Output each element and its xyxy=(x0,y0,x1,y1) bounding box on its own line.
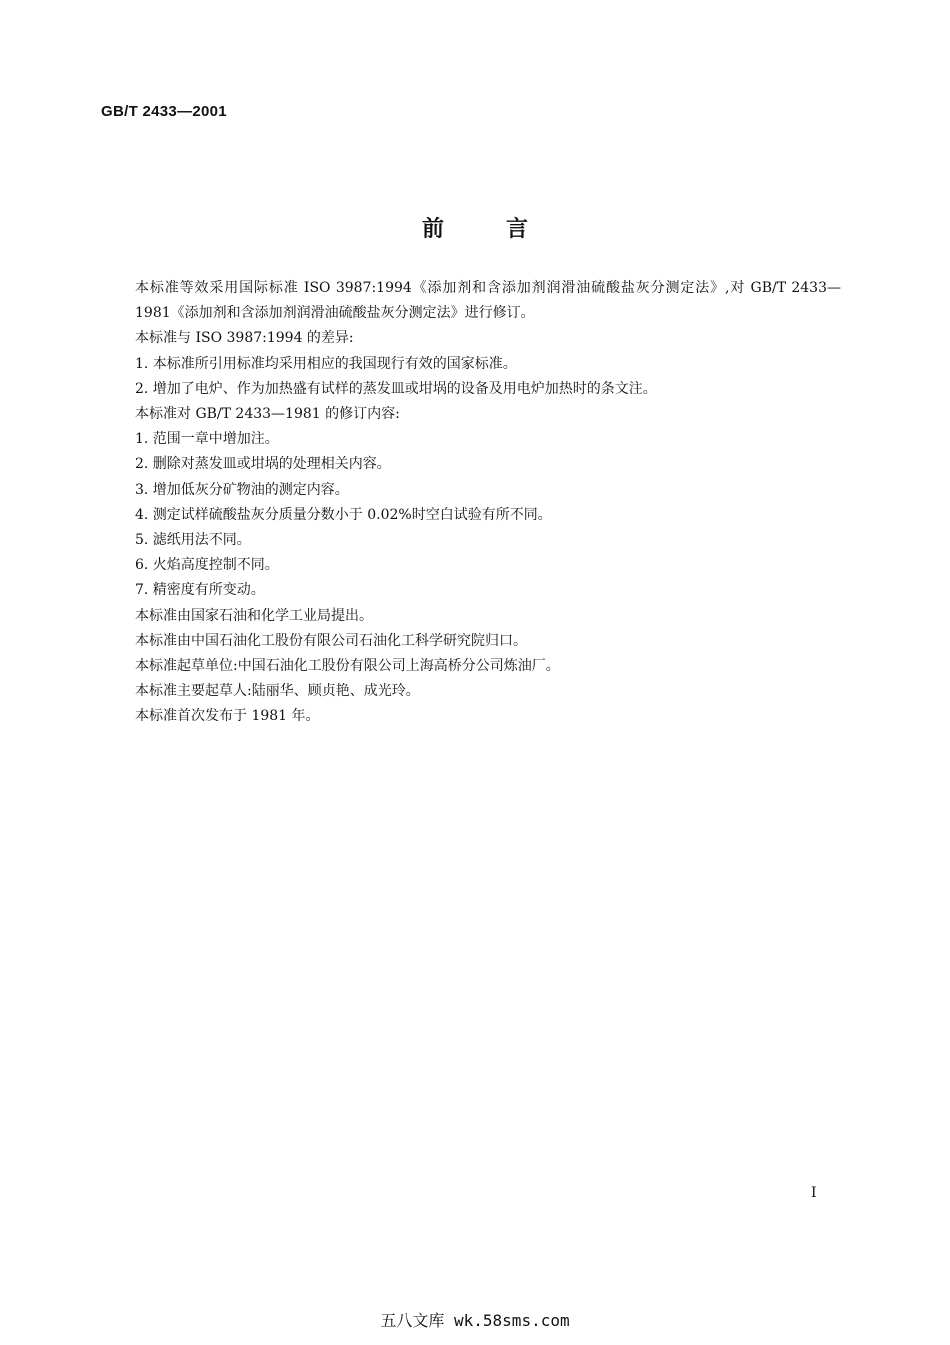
standard-code: GB/T 2433—2001 xyxy=(101,103,227,120)
foreword-body xyxy=(101,276,841,730)
title-part-2: 言 xyxy=(506,217,529,242)
page-number: I xyxy=(811,1185,817,1201)
paragraph-differences-heading: 本标准与 ISO 3987:1994 的差异: xyxy=(135,330,354,347)
list-item: 7. 精密度有所变动。 xyxy=(135,582,265,599)
paragraph-adoption: 本标准等效采用国际标准 ISO 3987:1994《添加剂和含添加剂润滑油硫酸盐灰分测定法》,对 GB/T 2433—1981《添加剂和含添加剂润滑油硫酸盐灰分测定法》进行修订。 xyxy=(135,280,841,322)
paragraph-drafting-unit: 本标准起草单位:中国石油化工股份有限公司上海高桥分公司炼油厂。 xyxy=(135,658,560,675)
list-item: 2. 增加了电炉、作为加热盛有试样的蒸发皿或坩埚的设备及用电炉加热时的条文注。 xyxy=(135,380,657,397)
list-item: 3. 增加低灰分矿物油的测定内容。 xyxy=(135,481,349,498)
list-item: 5. 滤纸用法不同。 xyxy=(135,532,251,549)
page-title xyxy=(0,212,950,243)
list-item: 1. 范围一章中增加注。 xyxy=(135,431,279,448)
list-item: 6. 火焰高度控制不同。 xyxy=(135,557,279,574)
list-item: 4. 测定试样硫酸盐灰分质量分数小于 0.02%时空白试验有所不同。 xyxy=(135,506,552,523)
footer-watermark: 五八文库 wk.58sms.com xyxy=(380,1311,570,1330)
paragraph-first-release: 本标准首次发布于 1981 年。 xyxy=(135,708,320,725)
list-item: 1. 本标准所引用标准均采用相应的我国现行有效的国家标准。 xyxy=(135,355,517,372)
title-part-1: 前 xyxy=(421,217,444,242)
paragraph-centralized-unit: 本标准由中国石油化工股份有限公司石油化工科学研究院归口。 xyxy=(135,632,527,649)
paragraph-revision-heading: 本标准对 GB/T 2433—1981 的修订内容: xyxy=(135,406,400,423)
paragraph-drafters: 本标准主要起草人:陆丽华、顾贞艳、成光玲。 xyxy=(135,683,420,700)
paragraph-proposer: 本标准由国家石油和化学工业局提出。 xyxy=(135,607,373,624)
list-item: 2. 删除对蒸发皿或坩埚的处理相关内容。 xyxy=(135,456,391,473)
